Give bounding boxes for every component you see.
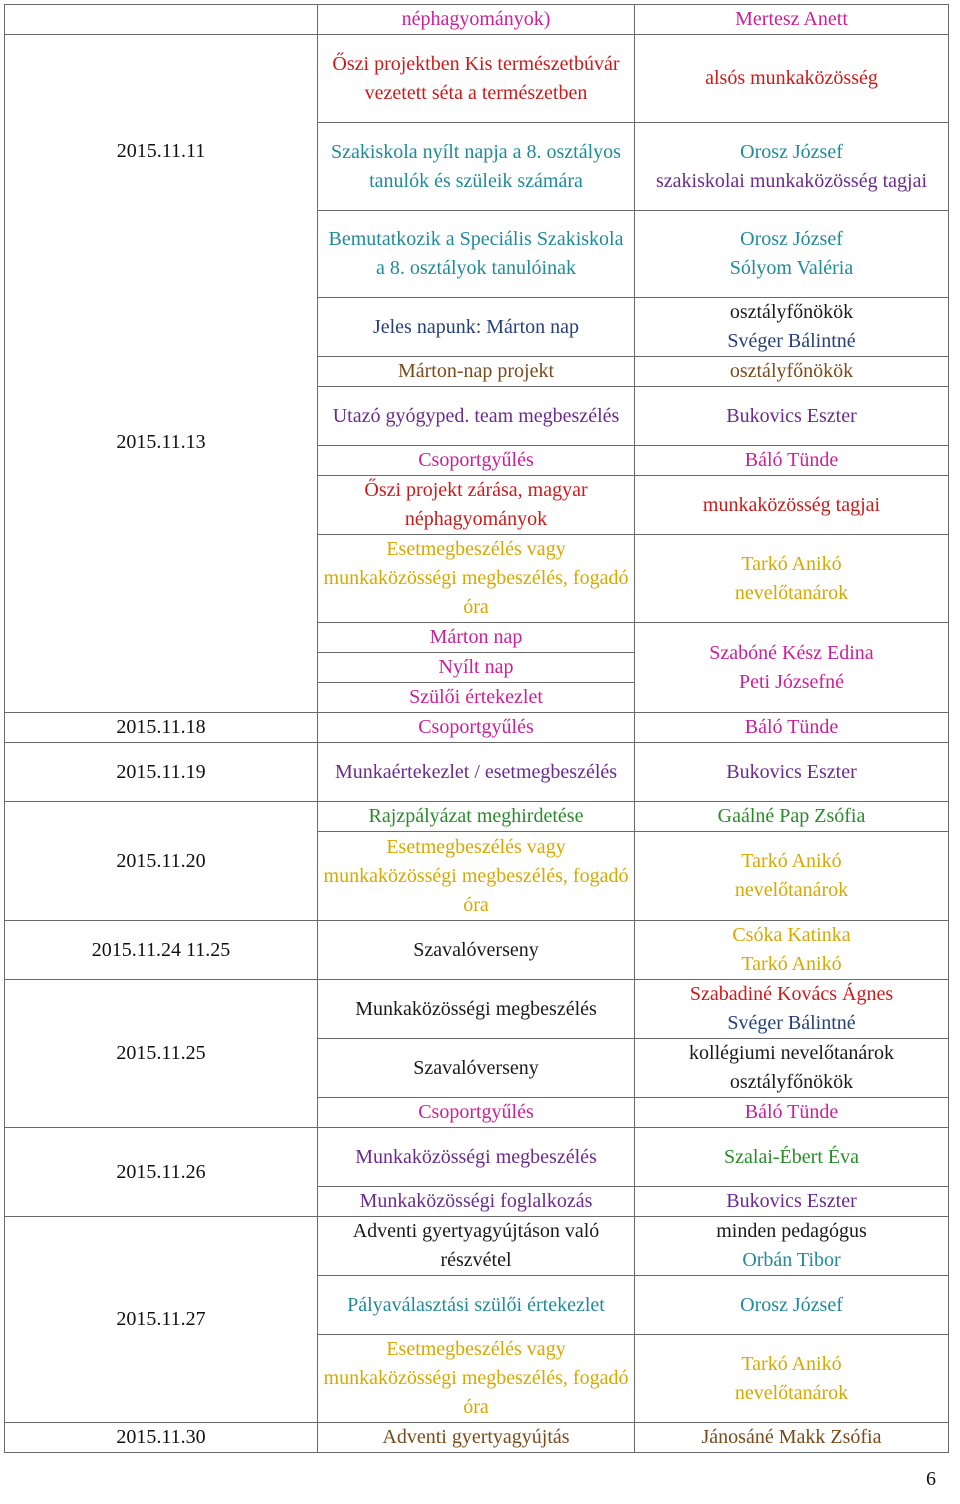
date-cell xyxy=(5,5,318,35)
event-text: Őszi projektben Kis természetbúvár vezetett séta a természetben xyxy=(332,52,620,104)
event-text: Esetmegbeszélés vagy munkaközösségi megbeszélés, fogadó óra xyxy=(323,835,629,916)
responsible-text: Báló Tünde xyxy=(744,1101,839,1123)
event-text: Jeles napunk: Márton nap xyxy=(372,315,580,338)
responsible-text: nevelőtanárok xyxy=(734,581,849,604)
responsible-cell xyxy=(635,802,949,832)
responsible-cell xyxy=(635,123,949,211)
event-text: Adventi gyertyagyújtás xyxy=(382,1426,570,1448)
event-cell xyxy=(318,476,635,535)
event-cell xyxy=(318,683,635,713)
date-cell: 2015.11.26 xyxy=(5,1128,318,1217)
responsible-text: Orosz József xyxy=(740,140,843,163)
responsible-cell xyxy=(635,1187,949,1217)
responsible-cell xyxy=(635,980,949,1039)
table-row xyxy=(5,35,949,123)
event-text: Pályaválasztási szülői értekezlet xyxy=(347,1293,605,1316)
responsible-cell xyxy=(635,5,949,35)
event-text: Esetmegbeszélés vagy munkaközösségi megbeszélés, fogadó óra xyxy=(323,538,629,618)
responsible-cell xyxy=(635,1098,949,1128)
event-cell xyxy=(318,211,635,298)
date-cell: 2015.11.27 xyxy=(5,1217,318,1423)
responsible-text: alsós munkaközösség xyxy=(705,67,878,89)
event-cell xyxy=(318,446,635,476)
responsible-text: Báló Tünde xyxy=(744,716,839,738)
responsible-cell xyxy=(635,713,949,743)
event-cell xyxy=(318,980,635,1039)
responsible-cell xyxy=(635,1128,949,1187)
responsible-text: osztályfőnökök xyxy=(729,1071,854,1093)
responsible-text: Báló Tünde xyxy=(744,449,839,471)
responsible-cell xyxy=(635,1276,949,1335)
event-cell xyxy=(318,1276,635,1335)
table-row xyxy=(5,802,949,832)
responsible-text: Svéger Bálintné xyxy=(727,1012,856,1034)
responsible-cell xyxy=(635,211,949,298)
responsible-text: Orosz József xyxy=(740,228,843,250)
event-text: Csoportgyűlés xyxy=(418,449,534,471)
event-cell xyxy=(318,1098,635,1128)
responsible-text: Svéger Bálintné xyxy=(727,330,856,352)
event-cell xyxy=(318,1217,635,1276)
responsible-text: nevelőtanárok xyxy=(734,1381,849,1404)
responsible-cell xyxy=(635,1335,949,1423)
table-row xyxy=(5,713,949,743)
event-cell xyxy=(318,1187,635,1217)
event-text: Munkaközösségi foglalkozás xyxy=(359,1190,593,1212)
responsible-text: kollégiumi nevelőtanárok xyxy=(689,1042,894,1064)
responsible-text: Bukovics Eszter xyxy=(726,1190,857,1212)
responsible-text: osztályfőnökök xyxy=(729,360,854,382)
event-text: Rajzpályázat meghirdetése xyxy=(368,805,584,827)
responsible-text: Csóka Katinka xyxy=(732,924,851,946)
page-number: 6 xyxy=(926,1468,936,1490)
responsible-text: Szabadiné Kovács Ágnes xyxy=(689,983,894,1005)
date-cell: 2015.11.18 xyxy=(5,713,318,743)
event-cell xyxy=(318,653,635,683)
responsible-text: osztályfőnökök xyxy=(729,301,854,323)
responsible-cell xyxy=(635,357,949,387)
event-cell xyxy=(318,713,635,743)
event-text: Adventi gyertyagyújtáson való részvétel xyxy=(352,1220,600,1271)
table-row xyxy=(5,1217,949,1276)
event-cell xyxy=(318,832,635,921)
event-text: néphagyományok) xyxy=(401,8,551,30)
event-cell xyxy=(318,921,635,980)
event-text: Csoportgyűlés xyxy=(418,716,534,738)
responsible-text: Orbán Tibor xyxy=(742,1249,841,1271)
date-label: 2015.11.13 xyxy=(116,430,206,453)
event-text: Márton-nap projekt xyxy=(397,360,555,382)
event-cell xyxy=(318,623,635,653)
table-row xyxy=(5,743,949,802)
date-cell: 2015.11.25 xyxy=(5,980,318,1128)
event-text: Szülői értekezlet xyxy=(409,686,543,708)
event-text: Szavalóverseny xyxy=(413,1056,539,1079)
event-text: Esetmegbeszélés vagy munkaközösségi megbeszélés, fogadó óra xyxy=(323,1338,629,1418)
responsible-text: nevelőtanárok xyxy=(734,879,849,901)
event-cell xyxy=(318,35,635,123)
date-cell xyxy=(5,35,318,713)
event-cell xyxy=(318,743,635,802)
responsible-cell xyxy=(635,35,949,123)
event-text: Utazó gyógyped. team megbeszélés xyxy=(332,404,620,427)
responsible-text: Tarkó Anikó xyxy=(741,552,842,575)
event-text: Őszi projekt zárása, magyar néphagyományok xyxy=(364,479,588,530)
event-text: Nyílt nap xyxy=(438,656,514,678)
responsible-cell xyxy=(635,623,949,713)
responsible-cell xyxy=(635,832,949,921)
responsible-cell xyxy=(635,921,949,980)
event-cell xyxy=(318,1128,635,1187)
event-text: Csoportgyűlés xyxy=(418,1101,534,1123)
responsible-text: Tarkó Anikó xyxy=(741,1352,842,1375)
responsible-text: Orosz József xyxy=(740,1293,843,1316)
responsible-text: Gaálné Pap Zsófia xyxy=(717,805,866,827)
responsible-text: Tarkó Anikó xyxy=(741,953,842,975)
date-label: 2015.11.11 xyxy=(116,139,206,162)
event-text: Szavalóverseny xyxy=(413,938,539,961)
table-row xyxy=(5,980,949,1039)
responsible-cell xyxy=(635,446,949,476)
event-cell xyxy=(318,387,635,446)
responsible-cell xyxy=(635,535,949,623)
event-text: Munkaközösségi megbeszélés xyxy=(355,1145,597,1168)
responsible-text: Sólyom Valéria xyxy=(729,257,854,279)
event-cell xyxy=(318,123,635,211)
date-cell: 2015.11.20 xyxy=(5,802,318,921)
table-row xyxy=(5,1128,949,1187)
event-text: Bemutatkozik a Speciális Szakiskola a 8. osztályok tanulóinak xyxy=(328,228,624,279)
responsible-cell xyxy=(635,476,949,535)
responsible-text: Szalai-Ébert Éva xyxy=(724,1145,859,1168)
event-cell xyxy=(318,357,635,387)
table-row xyxy=(5,5,949,35)
responsible-cell xyxy=(635,387,949,446)
date-cell: 2015.11.19 xyxy=(5,743,318,802)
event-text: Szakiskola nyílt napja a 8. osztályos tanulók és szüleik számára xyxy=(331,140,621,192)
responsible-cell xyxy=(635,1423,949,1453)
responsible-text: Bukovics Eszter xyxy=(726,404,857,427)
responsible-cell xyxy=(635,743,949,802)
responsible-text: minden pedagógus xyxy=(716,1220,867,1242)
responsible-text: munkaközösség tagjai xyxy=(702,493,881,516)
responsible-text: szakiskolai munkaközösség tagjai xyxy=(655,169,928,192)
event-text: Márton nap xyxy=(429,626,523,648)
responsible-cell xyxy=(635,1039,949,1098)
responsible-text: Jánosáné Makk Zsófia xyxy=(701,1426,882,1448)
date-cell: 2015.11.30 xyxy=(5,1423,318,1453)
event-cell xyxy=(318,1039,635,1098)
responsible-cell xyxy=(635,1217,949,1276)
event-cell xyxy=(318,298,635,357)
responsible-text: Tarkó Anikó xyxy=(741,850,842,872)
table-row xyxy=(5,1423,949,1453)
responsible-text: Bukovics Eszter xyxy=(726,760,857,783)
event-cell xyxy=(318,1423,635,1453)
event-cell xyxy=(318,1335,635,1423)
schedule-table xyxy=(4,4,949,1453)
date-cell: 2015.11.24 11.25 xyxy=(5,921,318,980)
responsible-cell xyxy=(635,298,949,357)
event-text: Munkaértekezlet / esetmegbeszélés xyxy=(334,760,618,783)
responsible-text: Mertesz Anett xyxy=(735,8,848,30)
event-cell xyxy=(318,5,635,35)
responsible-text: Szabóné Kész Edina xyxy=(709,641,874,664)
responsible-text: Peti Józsefné xyxy=(739,670,844,693)
event-cell xyxy=(318,802,635,832)
event-text: Munkaközösségi megbeszélés xyxy=(355,997,597,1020)
table-row xyxy=(5,921,949,980)
event-cell xyxy=(318,535,635,623)
